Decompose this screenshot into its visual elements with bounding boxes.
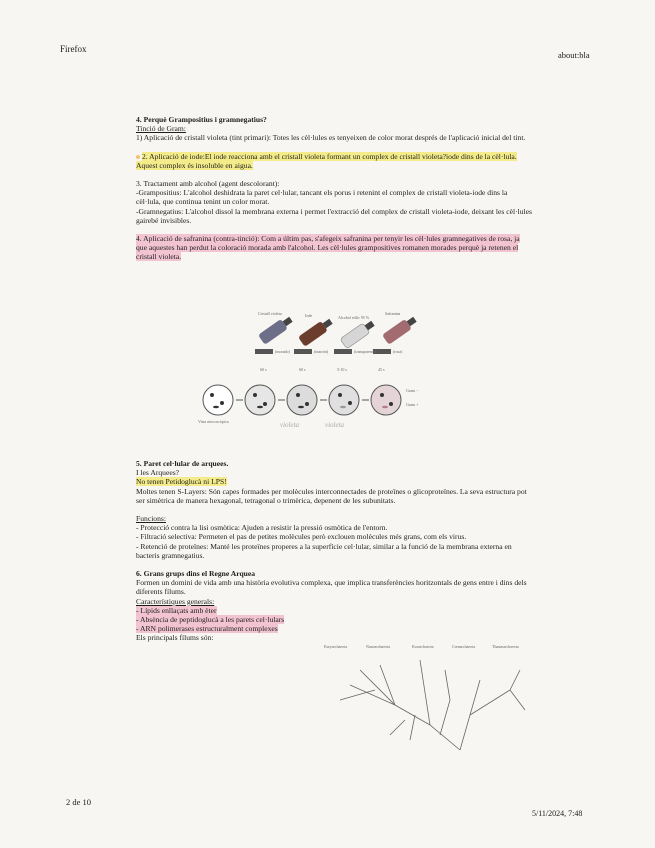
section-4-title: 4. Perquè Grampositius i gramnegatius? <box>136 115 267 124</box>
function-1: - Protecció contra la lisi osmòtica: Ajuden a resistir la pressió osmòtica de l'entorn. <box>136 523 388 533</box>
bottle-label-4: Safranina <box>385 311 401 316</box>
characteristics-title: Característiques generals: <box>136 596 215 606</box>
highlight-mark-icon <box>136 155 140 159</box>
char-1: - Lípids enllaçats amb èter <box>136 605 217 615</box>
phyla-title: Els principals fílums són: <box>136 633 214 643</box>
archaea-answer: No tenen Petidoglucà ni LPS! <box>136 477 227 487</box>
step-1: 1) Aplicació de cristall violeta (tint primari): Totes les cèl·lules es tenyeixen de color morat després de l'aplicació inicial del tint. <box>136 133 526 143</box>
group-nanoarchaeota: Nanoarchaeota <box>366 644 390 649</box>
gram-positive-label: Gram + <box>406 402 419 407</box>
handwritten-1: violeta <box>280 421 300 429</box>
s-layers: Moltes tenen S-Layers: Són capes formades per molècules interconnectades de proteïnes o glicoproteïnes. La seva estructura pot ser simètrica de manera hexagonal, tetragonal o trimèrica, depenent de les subunitats. <box>136 486 527 505</box>
step-4: 4. Aplicació de safranina (contra-tinció): Com a últim pas, s'afegeix safranina per tenyir les cèl·lules gramnegatives de rosa, ja que aquestes han perdut la coloració morada amb l'alcohol. Les cèl·lules grampositives romanen morades perquè ja retenen el cristall violeta. <box>136 234 520 262</box>
archaea-phylogenetic-tree <box>320 640 535 760</box>
address-text: about:bla <box>558 50 590 60</box>
archaea-question: I les Arquees? <box>136 468 180 478</box>
bottle-label-2: Iode <box>305 313 313 318</box>
color-4: (rosa) <box>393 349 403 354</box>
section-5-title: 5. Paret cel·lular de arquees. <box>136 459 229 468</box>
char-2: - Absència de peptidoglucà a les parets cel·lulars <box>136 615 285 625</box>
handwritten-2: violeta <box>325 421 345 429</box>
group-korarchaeota: Korarchaeota <box>412 644 434 649</box>
archaea-history: Formen un domini de vida amb una història evolutiva complexa, que implica transferències horitzontals de gens entre i dins dels diferents fílums. <box>136 578 527 597</box>
bottle-safranin <box>382 314 418 344</box>
bottle-iodine <box>298 316 334 346</box>
bottle-label-1: Cristall violeta <box>258 311 282 316</box>
section-6-title: 6. Grans grups dins el Regne Arquea <box>136 569 256 579</box>
gram-stain-intro: Tinció de Gram: <box>136 124 186 134</box>
browser-name: Firefox <box>60 44 87 54</box>
color-3: (transparente) <box>354 349 377 354</box>
gram-stain-figure <box>180 305 460 440</box>
group-thaumarchaeota: Thaumarchaeota <box>492 644 519 649</box>
group-euryarchaeota: Euryarchaeota <box>324 644 348 649</box>
section-5-6 <box>136 459 532 643</box>
bottle-label-3: Alcohol etílic 95 % <box>338 315 370 320</box>
bottle-crystal-violet <box>258 314 294 344</box>
micro-label: Vista microscòpica <box>198 419 229 424</box>
group-crenarchaeota: Crenarchaeota <box>452 644 476 649</box>
bottle-alcohol <box>340 318 376 348</box>
char-3: - ARN polimerases estructuralment complexes <box>136 624 278 634</box>
function-2: - Filtració selectiva: Permeten el pas de petites molècules però exclouen molècules més grans, com els virus. <box>136 532 467 542</box>
step-3-gram-positive: -Grampositius: L'alcohol deshidrata la paret cel·lular, tancant els porus i retenint el complex de cristall violeta-iode dins la cèl·lula, que continua tenint un color morat. <box>136 188 508 207</box>
time-3: 5-10 s <box>337 367 347 372</box>
time-4: 45 s <box>378 367 385 372</box>
section-4 <box>136 115 532 262</box>
page-number: 2 de 10 <box>66 797 92 807</box>
step-3-title: 3. Tractament amb alcohol (agent descolorant): <box>136 179 280 189</box>
color-1: (morado) <box>275 349 290 354</box>
gram-negative-label: Gram − <box>406 388 419 393</box>
print-timestamp: 5/11/2024, 7:48 <box>532 809 583 818</box>
functions-title: Funcions: <box>136 514 166 524</box>
time-1: 60 s <box>260 367 267 372</box>
step-2: 2. Aplicació de iode:El iode reacciona amb el cristall violeta formant un complex de cristall violeta?iode dins de la cèl·lula. Aquest complex és insoluble en aigua. <box>136 151 517 170</box>
step-3-gram-negative: -Gramnegatius: L'alcohol dissol la membrana externa i permet l'extracció del complex de cristall violeta-iode, deixant les cèl·lules gairebé invisibles. <box>136 206 532 225</box>
time-2: 60 s <box>299 367 306 372</box>
color-2: (marrón) <box>314 349 329 354</box>
function-3: - Retenció de proteïnes: Manté les proteïnes properes a la superfície cel·lular, similar a la funció de la membrana externa en bacteris gramnegatius. <box>136 541 512 560</box>
